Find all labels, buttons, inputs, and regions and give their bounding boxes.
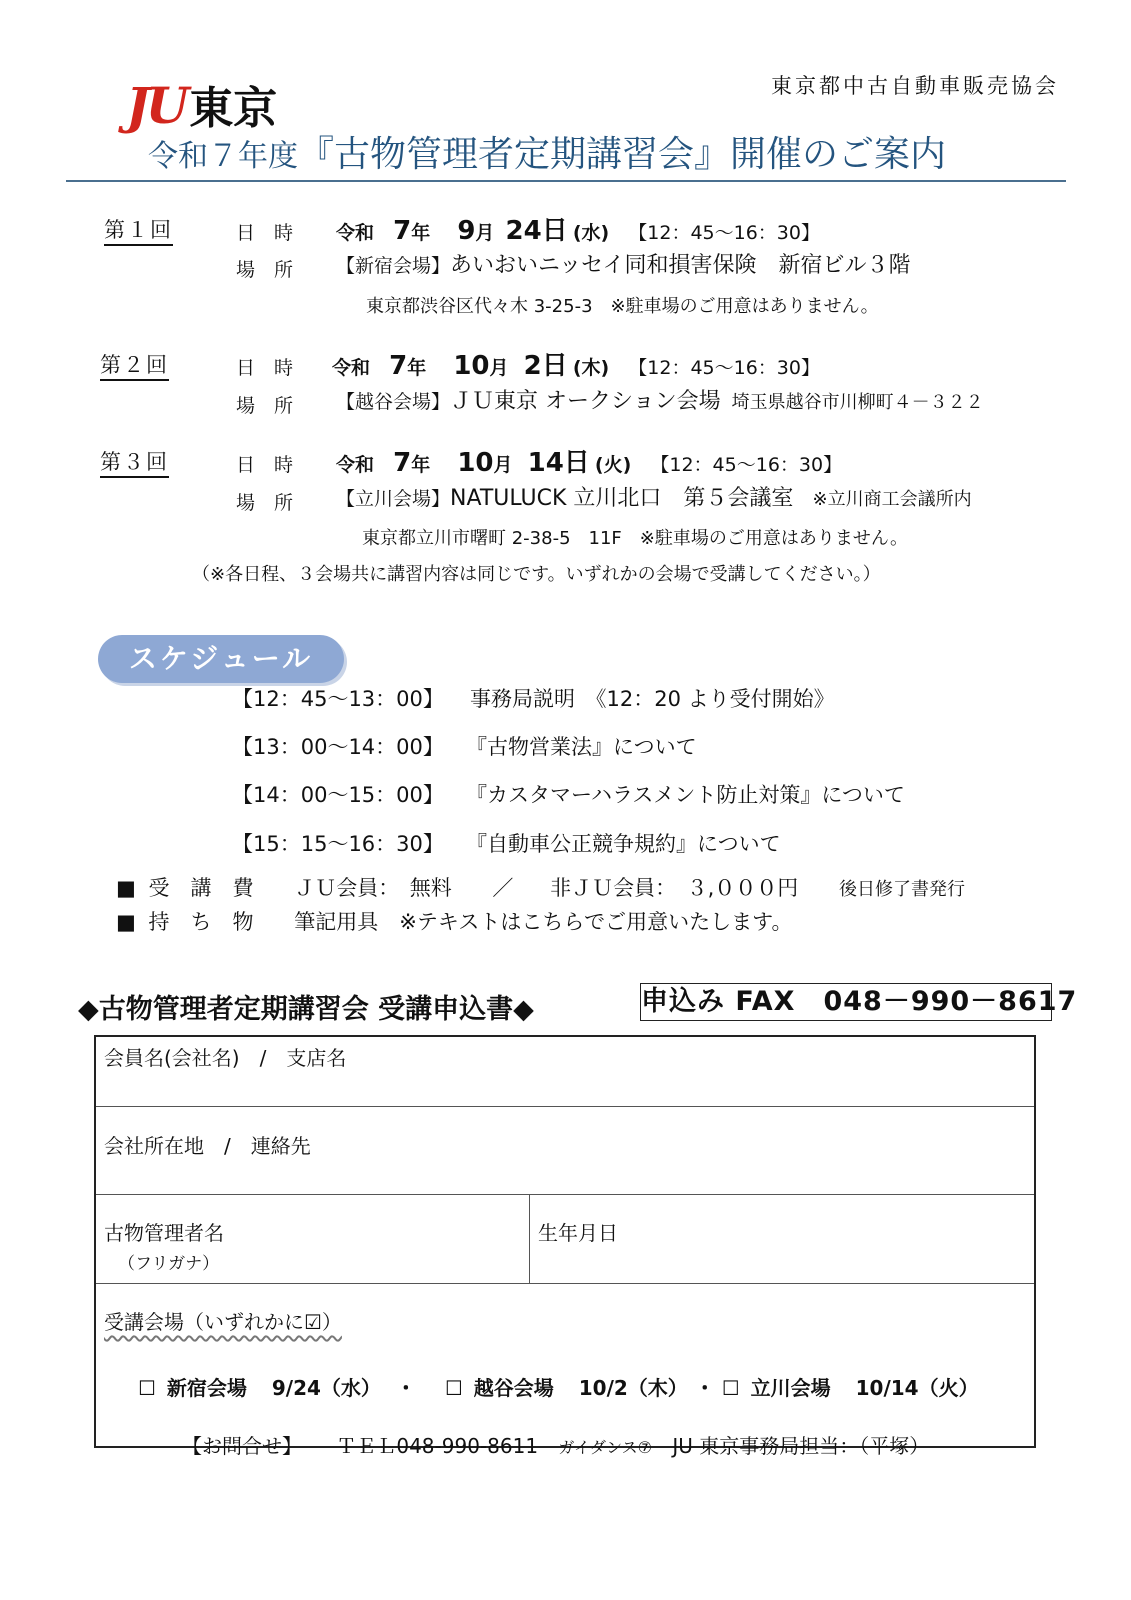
session-1-venue-tag: 【新宿会場】 [336, 255, 451, 277]
session-3-venue-name: NATULUCK 立川北口 第５会議室 [450, 486, 794, 511]
venue-date-tachikawa: 10/14（火） [855, 1376, 979, 1400]
session-2-month-unit: 月 [489, 357, 509, 379]
session-3-venue [336, 481, 972, 512]
session-2-weekday: (木) [572, 357, 610, 379]
session-2-month: 10 [453, 351, 490, 381]
bring-label: 持 ち 物 [148, 910, 254, 934]
session-3-venue-tag: 【立川会場】 [336, 488, 451, 510]
title-year: 令和７年度 [148, 139, 298, 174]
session-3-year-unit: 年 [411, 454, 431, 476]
contact-staff: JU 東京事務局担当：（平塚） [672, 1434, 930, 1458]
session-3-year: 7 [393, 448, 412, 478]
session-1-date-key: 日 時 [236, 222, 294, 244]
session-2-venue [336, 384, 984, 415]
session-1-weekday: (水) [572, 222, 610, 244]
session-2-label: 第２回 [100, 353, 169, 377]
form-divider-3 [96, 1283, 1034, 1284]
contact-tel: ＴＥＬ048-990-8611 [336, 1434, 539, 1458]
company-address-label: 会社所在地 / 連絡先 [104, 1134, 311, 1158]
member-name-label: 会員名(会社名) / 支店名 [104, 1046, 347, 1070]
session-3-place-key: 場 所 [236, 492, 294, 514]
bring-row [116, 906, 793, 936]
session-3-label: 第３回 [100, 450, 169, 474]
logo-ju-mark: JU [126, 76, 186, 135]
venue-option-tachikawa: 立川会場 [750, 1376, 831, 1400]
note-all-sessions: （※各日程、３会場共に講習内容は同じです。いずれかの会場で受講してください。） [192, 564, 881, 585]
session-1-place-key: 場 所 [236, 259, 294, 281]
contact-label: 【お問合せ】 [182, 1434, 302, 1458]
page-title [148, 126, 946, 177]
session-1-month: 9 [457, 216, 476, 246]
session-2-venue-name: ＪＵ東京 オークション会場 [450, 389, 721, 414]
venue-checkbox-tachikawa[interactable]: ☐ [721, 1376, 740, 1400]
session-2-date [332, 345, 820, 382]
session-2-year: 7 [389, 351, 408, 381]
venue-checkbox-koshigaya[interactable]: ☐ [444, 1376, 463, 1400]
session-1-year-unit: 年 [411, 222, 431, 244]
session-2-time: 【12：45〜16：30】 [628, 357, 820, 379]
form-title: ◆古物管理者定期講習会 受講申込書◆ [78, 994, 534, 1025]
session-3-time: 【12：45〜16：30】 [650, 454, 843, 476]
venue-select-label: 受講会場（いずれかに☑） [104, 1310, 342, 1334]
session-3-month: 10 [457, 448, 494, 478]
session-3-date-key: 日 時 [236, 454, 294, 476]
session-2-venue-address: 埼玉県越谷市川柳町４－３２２ [731, 392, 984, 413]
fee-label: 受 講 費 [148, 876, 254, 900]
venue-separator-1: ・ [395, 1376, 416, 1400]
schedule-time-3: 【14：00〜15：00】 [232, 783, 444, 807]
session-2-era: 令和 [332, 357, 371, 379]
birth-date-label: 生年月日 [538, 1221, 618, 1245]
schedule-time-2: 【13：00〜14：00】 [232, 735, 444, 759]
fee-separator: ／ [492, 876, 514, 900]
form-divider-1 [96, 1106, 1034, 1107]
venue-separator-2: ・ [694, 1376, 715, 1400]
fee-bullet: ■ [116, 876, 136, 900]
venue-date-shinjuku: 9/24（水） [271, 1376, 381, 1400]
schedule-desc-1: 事務局説明 《12：20 より受付開始》 [470, 687, 835, 711]
session-2-place-key: 場 所 [236, 395, 294, 417]
schedule-desc-3: 『カスタマーハラスメント防止対策』について [466, 783, 905, 807]
session-1-day: 24 [505, 216, 542, 246]
session-1-day-unit: 日 [541, 216, 568, 246]
form-vertical-divider [529, 1194, 530, 1283]
session-2-day-unit: 日 [541, 351, 568, 381]
session-1-label: 第１回 [104, 218, 173, 242]
bring-bullet: ■ [116, 910, 136, 934]
association-name: 東京都中古自動車販売協会 [771, 74, 1059, 98]
venue-options [138, 1372, 979, 1401]
schedule-desc-2: 『古物営業法』について [466, 735, 697, 759]
session-2-day: 2 [523, 351, 542, 381]
session-3-date [336, 442, 842, 479]
session-3-address: 東京都立川市曙町 2-38-5 11F ※駐車場のご用意はありません。 [362, 528, 908, 549]
session-1-address: 東京都渋谷区代々木 3-25-3 ※駐車場のご用意はありません。 [366, 296, 879, 317]
session-3-month-unit: 月 [493, 454, 513, 476]
manager-name-label: 古物管理者名 [104, 1221, 224, 1245]
contact-row [182, 1430, 929, 1459]
contact-guidance: ガイダンス⑦ [558, 1438, 652, 1457]
session-1-year: 7 [393, 216, 412, 246]
session-2-venue-tag: 【越谷会場】 [336, 391, 451, 413]
title-main: 『古物管理者定期講習会』開催のご案内 [298, 134, 947, 175]
session-1-date [336, 210, 820, 247]
session-1-era: 令和 [336, 222, 375, 244]
fee-nonmember: 非ＪＵ会員： ３,０００円 [550, 876, 799, 900]
venue-option-koshigaya: 越谷会場 [473, 1376, 554, 1400]
fax-number: 申込み FAX 048－990－8617 [640, 983, 1052, 1021]
venue-date-koshigaya: 10/2（木） [578, 1376, 688, 1400]
application-form [94, 1035, 1036, 1448]
fee-note: 後日修了書発行 [838, 879, 965, 900]
session-2-date-key: 日 時 [236, 357, 294, 379]
furigana-label: （フリガナ） [118, 1254, 220, 1274]
title-divider [66, 180, 1066, 182]
session-1-venue-name: あいおいニッセイ同和損害保険 新宿ビル３階 [450, 253, 911, 278]
session-3-weekday: (火) [594, 454, 632, 476]
fee-member: ＪＵ会員： 無料 [294, 876, 452, 900]
session-1-month-unit: 月 [475, 222, 495, 244]
session-1-time: 【12：45〜16：30】 [628, 222, 820, 244]
schedule-desc-4: 『自動車公正競争規約』について [466, 832, 781, 856]
logo-tokyo-text: 東京 [189, 83, 278, 134]
session-3-era: 令和 [336, 454, 375, 476]
schedule-time-4: 【15：15〜16：30】 [232, 832, 444, 856]
venue-option-shinjuku: 新宿会場 [166, 1376, 247, 1400]
venue-checkbox-shinjuku[interactable]: ☐ [138, 1376, 156, 1400]
session-1-venue [336, 248, 910, 279]
session-3-venue-note: ※立川商工会議所内 [812, 489, 972, 510]
form-divider-2 [96, 1194, 1034, 1195]
session-3-day-unit: 日 [563, 448, 590, 478]
schedule-time-1: 【12：45〜13：00】 [232, 687, 444, 711]
session-2-year-unit: 年 [407, 357, 427, 379]
fee-row [116, 872, 965, 902]
session-3-day: 14 [527, 448, 564, 478]
schedule-heading: スケジュール [98, 635, 344, 683]
bring-items: 筆記用具 ※テキストはこちらでご用意いたします。 [294, 910, 793, 934]
